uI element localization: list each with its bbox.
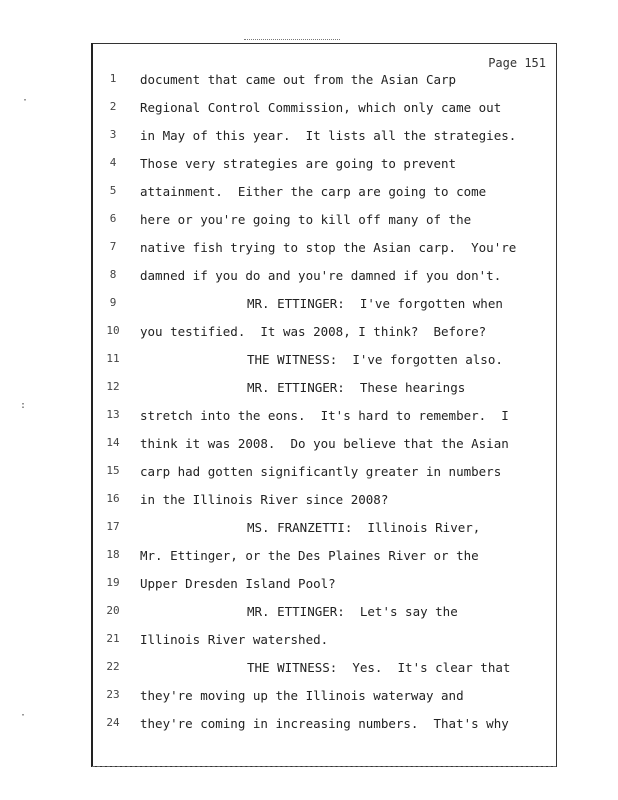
line-text: stretch into the eons. It's hard to remember. I [140, 408, 509, 423]
line-number: 14 [106, 436, 120, 449]
transcript-line [92, 324, 558, 344]
bottom-scan-mark [92, 766, 556, 770]
line-text: Illinois River watershed. [140, 632, 329, 647]
transcript-line [92, 716, 558, 736]
line-text: Mr. Ettinger, or the Des Plaines River or the [140, 548, 479, 563]
transcript-line [92, 100, 558, 120]
line-text: in the Illinois River since 2008? [140, 492, 389, 507]
transcript-line [92, 240, 558, 260]
transcript-line [92, 268, 558, 288]
line-text: Regional Control Commission, which only came out [140, 100, 502, 115]
margin-speck: : [20, 400, 27, 411]
line-number: 21 [106, 632, 120, 645]
transcript-line [92, 436, 558, 456]
transcript-line [92, 296, 558, 316]
transcript-line [92, 212, 558, 232]
line-number: 24 [106, 716, 120, 729]
line-text: you testified. It was 2008, I think? Before? [140, 324, 487, 339]
line-text: THE WITNESS: I've forgotten also. [247, 352, 503, 367]
line-number: 22 [106, 660, 120, 673]
line-text: in May of this year. It lists all the strategies. [140, 128, 517, 143]
line-text: here or you're going to kill off many of the [140, 212, 472, 227]
line-number: 15 [106, 464, 120, 477]
transcript-line [92, 184, 558, 204]
left-margin-rule [91, 43, 93, 767]
line-number: 6 [109, 212, 117, 225]
transcript-line [92, 576, 558, 596]
line-text: native fish trying to stop the Asian carp. You're [140, 240, 517, 255]
transcript-line [92, 632, 558, 652]
line-text: attainment. Either the carp are going to come [140, 184, 487, 199]
line-number: 16 [106, 492, 120, 505]
transcript-line [92, 72, 558, 92]
line-number: 7 [109, 240, 117, 253]
transcript-line [92, 128, 558, 148]
line-number: 10 [106, 324, 120, 337]
line-number: 2 [109, 100, 117, 113]
transcript-line [92, 380, 558, 400]
transcript-line [92, 352, 558, 372]
margin-speck: · [22, 95, 29, 106]
page-number: Page 151 [488, 56, 546, 70]
transcript-line [92, 520, 558, 540]
transcript-line [92, 408, 558, 428]
line-text: they're moving up the Illinois waterway and [140, 688, 464, 703]
line-number: 20 [106, 604, 120, 617]
line-text: document that came out from the Asian Carp [140, 72, 457, 87]
transcript-line [92, 688, 558, 708]
line-text: MR. ETTINGER: These hearings [247, 380, 466, 395]
line-text: THE WITNESS: Yes. It's clear that [247, 660, 511, 675]
line-number: 1 [109, 72, 117, 85]
line-text: Upper Dresden Island Pool? [140, 576, 336, 591]
transcript-page [91, 43, 557, 767]
transcript-line [92, 492, 558, 512]
transcript-line [92, 660, 558, 680]
line-number: 12 [106, 380, 120, 393]
margin-speck: · [20, 710, 27, 721]
line-text: Those very strategies are going to prevent [140, 156, 457, 171]
line-number: 3 [109, 128, 117, 141]
line-number: 11 [106, 352, 120, 365]
line-number: 13 [106, 408, 120, 421]
transcript-line [92, 604, 558, 624]
line-number: 4 [109, 156, 117, 169]
transcript-line [92, 548, 558, 568]
line-text: damned if you do and you're damned if you don't. [140, 268, 502, 283]
line-number: 19 [106, 576, 120, 589]
top-scan-mark [244, 39, 340, 42]
line-text: think it was 2008. Do you believe that the Asian [140, 436, 509, 451]
line-number: 17 [106, 520, 120, 533]
line-text: they're coming in increasing numbers. That's why [140, 716, 509, 731]
line-text: MS. FRANZETTI: Illinois River, [247, 520, 481, 535]
line-text: MR. ETTINGER: Let's say the [247, 604, 458, 619]
line-number: 23 [106, 688, 120, 701]
line-text: carp had gotten significantly greater in numbers [140, 464, 502, 479]
line-number: 18 [106, 548, 120, 561]
line-text: MR. ETTINGER: I've forgotten when [247, 296, 503, 311]
transcript-line [92, 156, 558, 176]
line-number: 8 [109, 268, 117, 281]
line-number: 5 [109, 184, 117, 197]
transcript-line [92, 464, 558, 484]
line-number: 9 [109, 296, 117, 309]
